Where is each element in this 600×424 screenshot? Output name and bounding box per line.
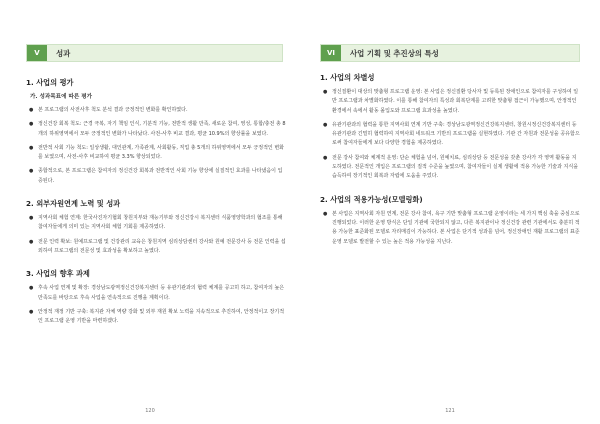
bullet-item	[26, 284, 286, 303]
section-title: 3. 사업의 향후 과제	[26, 269, 90, 279]
bullet-icon: ●	[29, 285, 34, 292]
bullet-text: 전문 강사 참여와 체계적 운영: 단순 체험을 넘어, 원예치료, 심리상담 등 전문성을 갖춘 강사가 각 영역 활동을 지도하였다. 전문적인 개입은 프로그램의 질적 수준을 높였으며, 참여자들이 실제 생활에 적용 가능한 기술과 지식을 습득하여 장기적인 회복과 자립에 도움을 주었다.	[332, 154, 579, 180]
bullet-text: 본 프로그램의 사전사후 척도 분석 결과 긍정적인 변화를 확인하였다.	[38, 107, 188, 113]
bullet-icon: ●	[29, 308, 34, 315]
bullet-item	[320, 154, 580, 182]
page-number: 121	[445, 408, 455, 414]
section-title: 2. 외부자원연계 노력 및 성과	[26, 199, 121, 209]
section-title: 1. 사업의 평가	[26, 78, 74, 87]
bullet-text: 종합적으로, 본 프로그램은 참여자의 정신건강 회복과 전반적인 사회 기능 향상에 실질적인 효과를 나타냈음이 입증된다.	[38, 168, 283, 184]
right-page	[300, 0, 600, 424]
bullet-text: 유관기관과의 협력을 통한 지역사회 연계 기반 구축: 경상남도광역정신건강복지센터, 창원시정신건강복지센터 등 유관기관과 긴밀히 협력하여 지역사회 네트워크 기반의 프로그램을 실현하였다. 기관 간 자원과 전문성을 공유함으로써 참여자들에게 보다 다양한 경험을 제공하였다.	[332, 121, 580, 147]
bullet-icon: ●	[323, 154, 328, 161]
bullet-text: 정신질환이 대상의 맞춤형 프로그램 운영: 본 사업은 정신질환 당사자 및 등록된 장애인으로 참여자를 구성하여 일반 프로그램과 차별화하였다. 이를 통해 참여자의 특성과 회복단계를 고려한 맞춤형 접근이 가능했으며, 안정적인 환경에서 속에서 활동 몰입도와 프로그램 효과성을 높였다.	[332, 89, 579, 114]
bullet-item	[320, 210, 580, 247]
bullet-icon: ●	[29, 144, 34, 151]
bullet-text: 전문 인력 확보: 원예프로그램 및 건강관리 교육은 창원지역 심리상담센터 강사와 원예 전문강사 등 전문 인력을 섭외하여 프로그램의 전문성 및 효과성을 확보하고 높였다.	[38, 238, 286, 254]
bullet-item	[26, 238, 286, 257]
bullet-text: 지역사회 체험 연계: 한국사진자기협회 창원지부와 재능기부와 정신건강시 복지센터 식품영양학과의 협조를 통해 참여자들에게 의미 있는 지역사회 체험 기회를 제공하였다.	[38, 215, 283, 231]
subsection-title: 가. 성과목표에 따른 평가	[30, 94, 93, 100]
bullet-item	[26, 214, 286, 233]
chapter-title: 사업 기획 및 추진상의 특성	[350, 48, 439, 58]
bullet-icon: ●	[323, 89, 328, 95]
bullet-text: 전반적 사회 기능 척도: 일상생활, 대인관계, 가족관계, 사회활동, 직업 총 5개의 하위영역에서 모두 긍정적인 변화를 보였으며, 사전-사후 비교하여 평균 3.3% 향상되었다.	[38, 144, 284, 161]
chapter-number-badge: V	[27, 45, 47, 61]
chapter-number-badge: VI	[321, 45, 341, 61]
bullet-item	[26, 106, 286, 115]
bullet-icon: ●	[323, 121, 328, 128]
bullet-item	[26, 167, 286, 186]
bullet-text: 정신건강 회복 척도: 근경 극복, 자기 책임 인식, 기분적 기능, 전반적 생활 만족, 새로운 참여, 영성, 통합/충전 총 8개의 하위영역에서 모두 긍정적인 변화가 나타났다. 사전-사후 비교 결과, 평균 10.9%의 향상률을 보였다.	[38, 121, 286, 137]
bullet-icon: ●	[29, 238, 34, 245]
bullet-item	[26, 308, 286, 327]
bullet-text: 후속 사업 연계 및 확장: 경상남도광역정신건강복지센터 등 유관기관과의 협력 체계를 공고히 하고, 참여자의 높은 만족도를 바탕으로 후속 사업을 연속적으로 진행을 계획이다.	[38, 285, 285, 301]
chapter-header	[320, 44, 580, 62]
bullet-item	[26, 144, 286, 163]
bullet-icon: ●	[29, 107, 34, 113]
bullet-icon: ●	[29, 121, 34, 128]
bullet-item	[320, 121, 580, 149]
bullet-text: 안정적 재정 기반 구축: 복지관 자체 역량 강화 및 외부 재원 확보 노력을 지속적으로 추진하여, 안정적이고 장기적인 프로그램 운영 기반을 마련하겠다.	[38, 308, 285, 325]
bullet-icon: ●	[29, 168, 34, 175]
bullet-item	[26, 120, 286, 139]
page-number: 120	[145, 408, 155, 414]
bullet-icon: ●	[323, 210, 328, 217]
bullet-item	[320, 88, 580, 116]
section-title: 2. 사업의 적용가능성(모델링화)	[320, 194, 423, 204]
bullet-text: 본 사업은 지역사회 자원 연계, 전문 강사 참여, 욕구 기반 맞춤형 프로그램 운영이라는 세 가지 핵심 축을 중심으로 진행되었다. 이러한 운영 방식은 단일 기관에 국한되지 않고, 다른 복지관이나 정신건강 관련 기관에서도 충분히 적용 가능한 표준화된 모델로 자리매김이 가능하다. 본 사업은 단기적 성과를 넘어, 정신장애인 재활 프로그램의 표준 운영 모델로 발전할 수 있는 높은 적용 가능성을 지닌다.	[332, 210, 580, 245]
chapter-header	[26, 44, 283, 62]
bullet-icon: ●	[29, 215, 34, 222]
section-title: 1. 사업의 차별성	[320, 73, 375, 82]
chapter-title: 성과	[56, 48, 71, 58]
